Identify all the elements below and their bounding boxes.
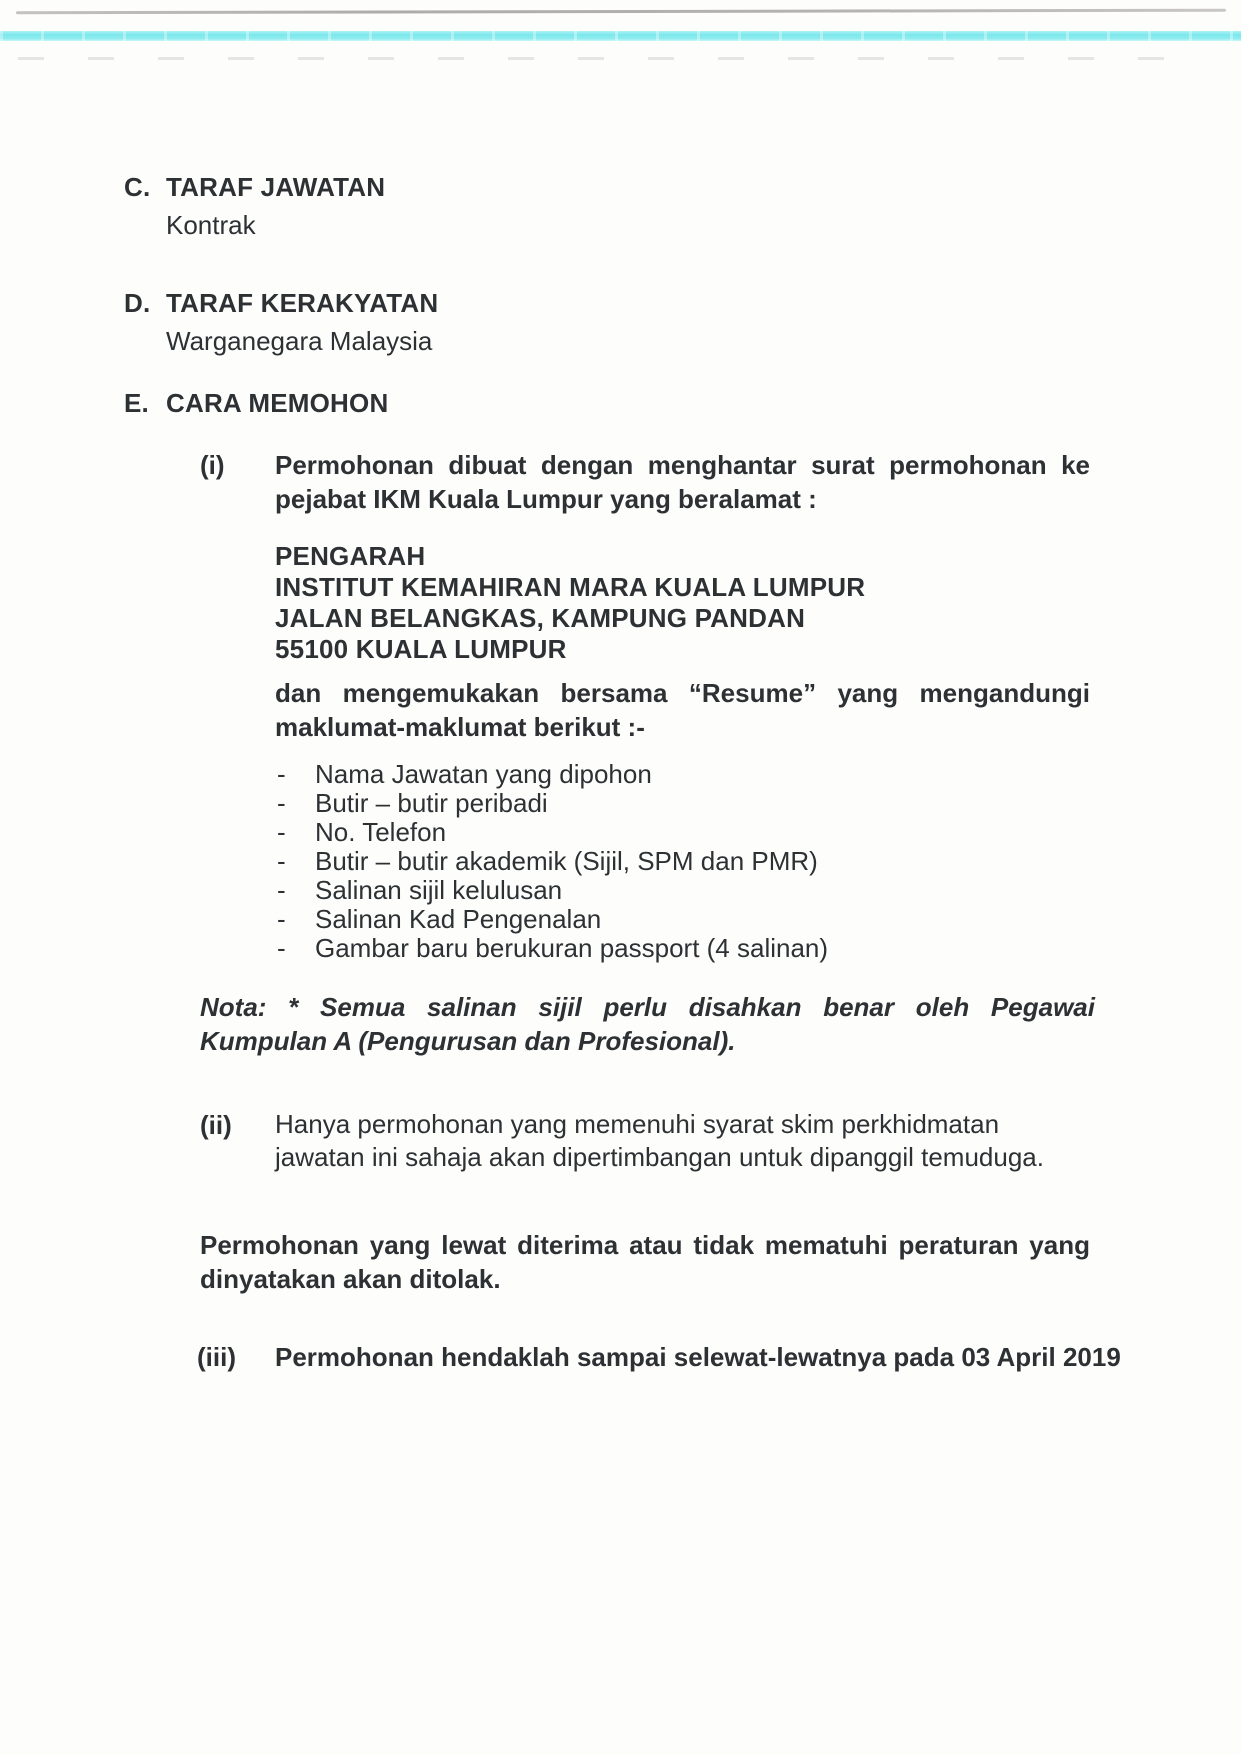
item-ii-text: Hanya permohonan yang memenuhi syarat skim perkhidmatan jawatan ini sahaja akan dipertimbangan untuk dipanggil temuduga.: [275, 1109, 1044, 1172]
bullet-marker: -: [277, 904, 286, 934]
item-iii: [197, 1340, 1175, 1374]
list-item: [277, 934, 1097, 963]
bullet-marker: -: [277, 817, 286, 847]
section-d-value: Warganegara Malaysia: [166, 326, 433, 356]
resume-paragraph: dan mengemukakan bersama “Resume” yang mengandungi maklumat-maklumat berikut :-: [275, 678, 1090, 742]
list-item-text: Salinan sijil kelulusan: [315, 875, 563, 905]
bullet-marker: -: [277, 933, 286, 963]
list-item-text: Butir – butir peribadi: [315, 788, 548, 818]
list-item-text: Nama Jawatan yang dipohon: [315, 759, 652, 789]
section-c-value: Kontrak: [166, 210, 256, 240]
cyan-divider-line: [0, 31, 1241, 41]
list-item-text: Salinan Kad Pengenalan: [315, 904, 602, 934]
item-iii-text: Permohonan hendaklah sampai selewat-lewatnya pada 03 April 2019: [275, 1342, 1121, 1372]
list-item-text: Gambar baru berukuran passport (4 salinan): [315, 933, 829, 963]
faint-scan-dots: [18, 57, 1198, 60]
list-item: [277, 789, 1097, 818]
section-d-label: D.: [124, 288, 151, 318]
late-warning-paragraph: Permohonan yang lewat diterima atau tidak mematuhi peraturan yang dinyatakan akan ditolak.: [200, 1230, 1090, 1294]
bullet-marker: -: [277, 846, 286, 876]
section-c-label: C.: [124, 172, 151, 202]
list-item: [277, 847, 1097, 876]
item-i: [200, 448, 1090, 516]
item-i-text: Permohonan dibuat dengan menghantar surat permohonan ke pejabat IKM Kuala Lumpur yang beralamat :: [275, 450, 1090, 514]
nota-paragraph: Nota: * Semua salinan sijil perlu disahkan benar oleh Pegawai Kumpulan A (Pengurusan dan Profesional).: [200, 992, 1095, 1056]
list-item-text: No. Telefon: [315, 817, 447, 847]
address-line-2: INSTITUT KEMAHIRAN MARA KUALA LUMPUR: [275, 572, 866, 602]
item-ii: [200, 1108, 1090, 1174]
section-e-label: E.: [124, 388, 149, 418]
item-i-number: (i): [200, 450, 225, 480]
section-e-title: CARA MEMOHON: [166, 388, 389, 418]
required-info-list: [277, 760, 1097, 963]
scan-artifact-line: [16, 9, 1226, 15]
section-d: [124, 286, 824, 358]
address-line-3: JALAN BELANGKAS, KAMPUNG PANDAN: [275, 603, 806, 633]
list-item-text: Butir – butir akademik (Sijil, SPM dan PMR): [315, 846, 818, 876]
address-block: [275, 541, 1090, 665]
bullet-marker: -: [277, 759, 286, 789]
bullet-marker: -: [277, 788, 286, 818]
list-item: [277, 760, 1097, 789]
section-d-title: TARAF KERAKYATAN: [166, 288, 439, 318]
item-iii-number: (iii): [197, 1342, 236, 1372]
section-c: [124, 170, 824, 242]
list-item: [277, 818, 1097, 847]
section-e: [124, 386, 824, 420]
address-line-1: PENGARAH: [275, 541, 426, 571]
section-c-title: TARAF JAWATAN: [166, 172, 386, 202]
list-item: [277, 905, 1097, 934]
bullet-marker: -: [277, 875, 286, 905]
item-ii-number: (ii): [200, 1110, 232, 1140]
list-item: [277, 876, 1097, 905]
address-line-4: 55100 KUALA LUMPUR: [275, 634, 567, 664]
